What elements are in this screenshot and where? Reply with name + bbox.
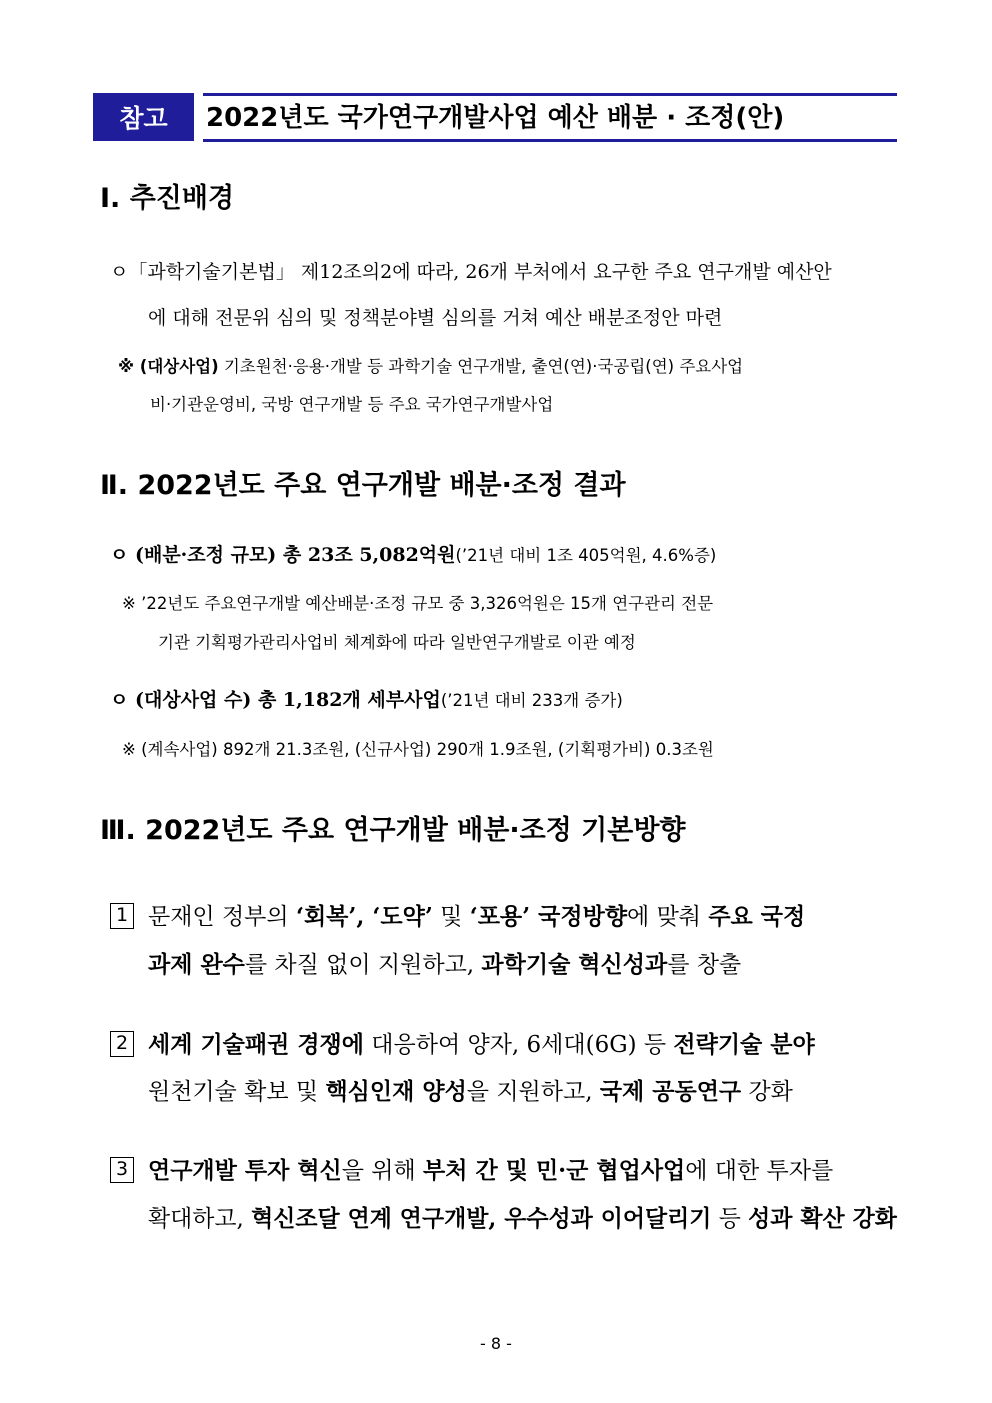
direction-3-number-box: 3	[110, 1157, 134, 1183]
direction-3-line-1-text: 연구개발 투자 혁신을 위해 부처 간 및 민·군 협업사업에 대한 투자를	[148, 1157, 834, 1184]
section-2-note-2: ※ (계속사업) 892개 21.3조원, (신규사업) 290개 1.9조원, (기획평가비) 0.3조원	[122, 740, 714, 759]
section-3-heading: Ⅲ. 2022년도 주요 연구개발 배분·조정 기본방향	[100, 815, 686, 846]
section-2-bullet-2-bold: ㅇ (대상사업 수) 총 1,182개 세부사업	[110, 689, 441, 711]
section-2-note-1-line-1: ※ ’22년도 주요연구개발 예산배분·조정 규모 중 3,326억원은 15개 연구관리 전문	[122, 594, 714, 613]
section-1-bullet-line-2: 에 대해 전문위 심의 및 정책분야별 심의를 거쳐 예산 배분조정안 마련	[148, 307, 723, 329]
page-header	[93, 93, 897, 143]
section-2-bullet-1	[110, 540, 716, 567]
section-2-bullet-1-detail: (’21년 대비 1조 405억원, 4.6%증)	[455, 546, 717, 565]
section-1-note-prefix: ※ (대상사업)	[118, 357, 219, 376]
direction-1-line-1-text: 문재인 정부의 ‘회복’, ‘도약’ 및 ‘포용’ 국정방향에 맞춰 주요 국정	[148, 903, 806, 930]
section-1-note-line-1	[118, 353, 743, 377]
direction-2-line-1	[110, 1026, 815, 1059]
section-1-bullet-line-1: ㅇ「과학기술기본법」 제12조의2에 따라, 26개 부처에서 요구한 주요 연구개발 예산안	[110, 261, 832, 283]
direction-2-line-1-text: 세계 기술패권 경쟁에 대응하여 양자, 6세대(6G) 등 전략기술 분야	[148, 1031, 815, 1058]
section-2-heading: Ⅱ. 2022년도 주요 연구개발 배분·조정 결과	[100, 470, 626, 501]
section-2-bullet-1-bold: ㅇ (배분·조정 규모) 총 23조 5,082억원	[110, 544, 456, 566]
reference-tag: 참고	[93, 93, 194, 141]
page-number: - 8 -	[480, 1334, 512, 1353]
section-2-bullet-2-detail: (’21년 대비 233개 증가)	[440, 691, 623, 710]
header-rule-bottom	[203, 139, 897, 142]
header-rule-top	[203, 93, 897, 96]
direction-1-line-2: 과제 완수를 차질 없이 지원하고, 과학기술 혁신성과를 창출	[148, 951, 742, 978]
direction-1-line-1	[110, 898, 805, 931]
section-2-bullet-2	[110, 685, 623, 712]
direction-1-number-box: 1	[110, 903, 134, 929]
direction-3-line-2: 확대하고, 혁신조달 연계 연구개발, 우수성과 이어달리기 등 성과 확산 강화	[148, 1205, 897, 1232]
section-1-note-rest: 기초원천·응용·개발 등 과학기술 연구개발, 출연(연)·국공립(연) 주요사업	[218, 357, 744, 376]
section-2-note-1-line-2: 기관 기획평가관리사업비 체계화에 따라 일반연구개발로 이관 예정	[158, 633, 636, 652]
direction-2-number-box: 2	[110, 1031, 134, 1057]
section-1-note-line-2: 비·기관운영비, 국방 연구개발 등 주요 국가연구개발사업	[150, 395, 554, 414]
direction-3-line-1	[110, 1152, 833, 1185]
direction-2-line-2: 원천기술 확보 및 핵심인재 양성을 지원하고, 국제 공동연구 강화	[148, 1078, 793, 1105]
section-1-heading: Ⅰ. 추진배경	[100, 183, 235, 214]
page-title: 2022년도 국가연구개발사업 예산 배분 · 조정(안)	[206, 103, 785, 133]
